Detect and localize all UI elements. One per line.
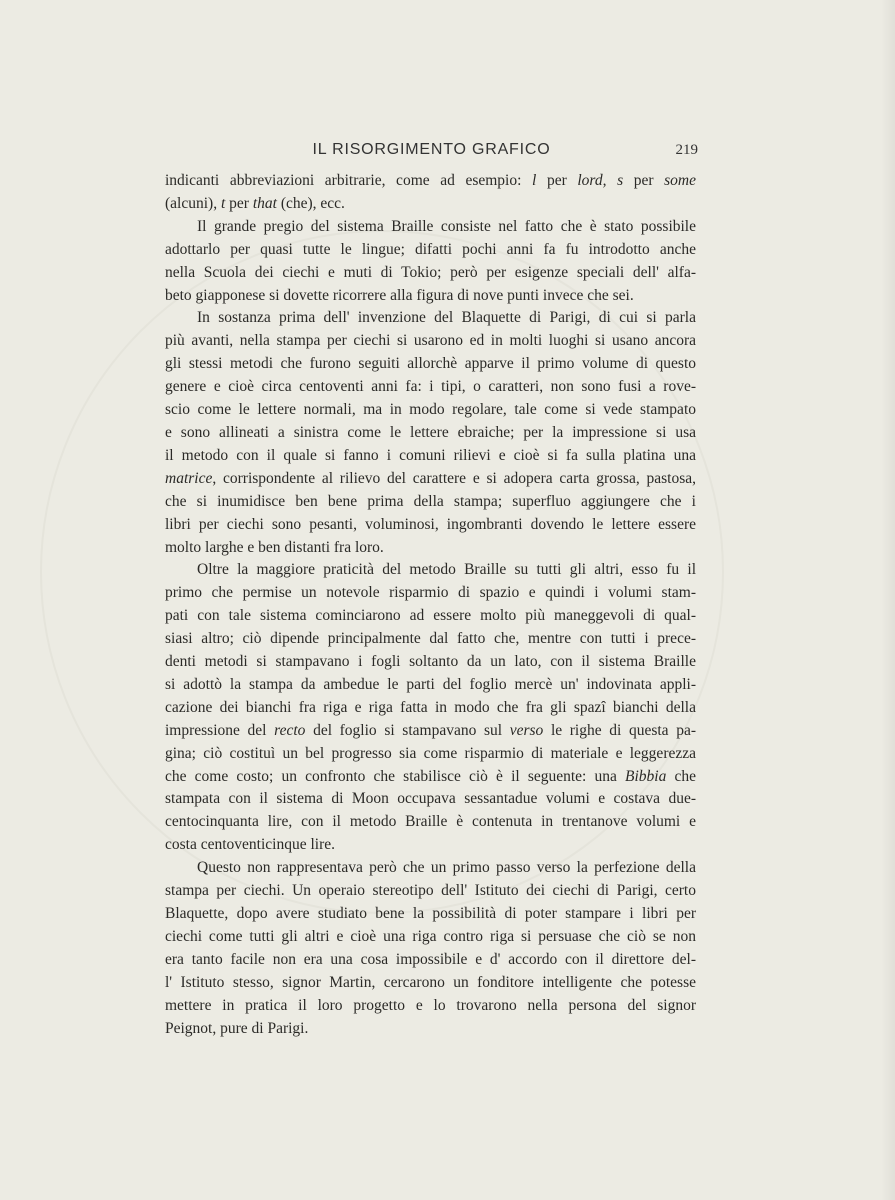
text-run: libri per ciechi sono pesanti, voluminosi, ingombranti dovendo le lettere essere [165, 515, 696, 533]
text-run: primo che permise un notevole risparmio di spazio e quindi i volumi stam- [165, 584, 696, 602]
body-text [165, 170, 696, 1040]
text-line [165, 605, 696, 628]
text-run: gli stessi metodi che furono seguiti allorchè apparve il primo volume di questo [165, 355, 696, 373]
text-line [165, 399, 696, 422]
text-run: che si inumidisce ben bene prima della stampa; superfluo aggiungere che i [165, 492, 696, 510]
page-edge-shadow [881, 0, 895, 1200]
text-line [165, 720, 696, 743]
text-run: del foglio si stampavano sul [305, 721, 510, 739]
text-run: Blaquette, dopo avere studiato bene la possibilità di poter stampare i libri per [165, 905, 696, 922]
text-line [165, 376, 696, 399]
text-run: beto giapponese si dovette ricorrere alla figura di nove punti invece che sei. [165, 286, 634, 304]
italic-text: recto [274, 721, 306, 739]
text-line [165, 995, 696, 1018]
text-run: era tanto facile non era una cosa impossibile e d' accordo con il direttore del- [165, 950, 696, 968]
text-run: indicanti abbreviazioni arbitrarie, come ad esempio: [165, 172, 533, 189]
text-run: l' Istituto stesso, signor Martin, cercarono un fonditore intelligente che potesse [165, 973, 696, 991]
text-run: pati con tale sistema cominciarono ad essere molto più maneggevoli di qual- [165, 607, 696, 625]
text-line [165, 468, 696, 491]
text-run: ciechi come tutti gli altri e cioè una riga contro riga si persuase che ciò se non [165, 927, 696, 945]
text-run: mettere in pratica il loro progetto e lo trovarono nella persona del signor [165, 996, 696, 1014]
text-line [165, 903, 696, 926]
text-line [165, 834, 696, 857]
page-number: 219 [675, 142, 698, 158]
text-run: Questo non rappresentava però che un primo passo verso la perfezione della [197, 859, 696, 877]
text-line [165, 651, 696, 674]
italic-text: s [617, 172, 624, 189]
text-line [165, 559, 696, 582]
text-run: più avanti, nella stampa per ciechi si usarono ed in molti luoghi si usano ancora [165, 332, 696, 350]
text-line [165, 880, 696, 903]
text-line [165, 353, 696, 376]
text-run: cazione dei bianchi fra riga e riga fatta in modo che fra gli spazî bianchi della [165, 698, 696, 716]
text-line [165, 537, 696, 560]
text-line [165, 628, 696, 651]
text-run: molto larghe e ben distanti fra loro. [165, 538, 384, 556]
text-line [165, 697, 696, 720]
text-line [165, 262, 696, 285]
text-line [165, 216, 696, 239]
text-run: che [666, 767, 697, 785]
text-run: che come costo; un confronto che stabilisce ciò è il seguente: una [165, 767, 626, 785]
text-run: Oltre la maggiore praticità del metodo Braille su tutti gli altri, esso fu il [197, 561, 696, 579]
paragraph [165, 170, 696, 216]
paragraph [165, 857, 696, 1040]
text-run: In sostanza prima dell' invenzione del Blaquette di Parigi, di cui si parla [197, 309, 696, 327]
text-line [165, 285, 696, 308]
text-line [165, 422, 696, 445]
text-line [165, 674, 696, 697]
text-line [165, 445, 696, 468]
text-line [165, 193, 696, 216]
text-run [606, 172, 617, 189]
text-line [165, 788, 696, 811]
text-run: gina; ciò costituì un bel progresso sia come risparmio di materiale e leggerezza [165, 744, 696, 762]
text-line [165, 766, 696, 789]
text-run: (alcuni), [165, 194, 221, 212]
text-run: stampa per ciechi. Un operaio stereotipo dell' Istituto dei ciechi di Parigi, certo [165, 882, 696, 900]
text-run: impressione del [165, 721, 275, 739]
text-run: , corrispondente al rilievo del carattere e si adopera carta grossa, pastosa, [212, 469, 696, 487]
italic-text: that [252, 194, 277, 212]
text-line [165, 514, 696, 537]
italic-text: l [532, 172, 537, 189]
paragraph [165, 216, 696, 308]
text-run: per [225, 194, 253, 212]
text-line [165, 743, 696, 766]
text-run: genere e cioè circa centoventi anni fa: i tipi, o caratteri, non sono fusi a rove- [165, 378, 696, 396]
text-line [165, 949, 696, 972]
text-run: per [536, 172, 578, 189]
text-run: si adottò la stampa da ambedue le parti del foglio mercè un' indovinata appli- [165, 675, 696, 693]
text-run: le righe di questa pa- [543, 721, 697, 739]
text-run: nella Scuola dei ciechi e muti di Tokio; però per esigenze speciali dell' alfa- [165, 263, 696, 281]
text-line [165, 307, 696, 330]
italic-text: matrice [165, 469, 213, 487]
text-run: e sono allineati a sinistra come le lettere ebraiche; per la impressione si usa [165, 423, 696, 441]
text-run: adottarlo per quasi tutte le lingue; difatti pochi anni fa fu introdotto anche [165, 240, 696, 258]
text-run: scio come le lettere normali, ma in modo regolare, tale come si vede stampato [165, 401, 696, 419]
text-line [165, 582, 696, 605]
text-run: (che), ecc. [276, 194, 345, 212]
text-line [165, 239, 696, 262]
text-run: Peignot, pure di Parigi. [165, 1019, 309, 1037]
text-line [165, 857, 696, 880]
text-line [165, 972, 696, 995]
text-run: denti metodi si stampavano i fogli soltanto da un lato, con il sistema Braille [165, 653, 696, 671]
paragraph [165, 559, 696, 857]
italic-text: t [220, 194, 226, 212]
text-run: Il grande pregio del sistema Braille consiste nel fatto che è stato possibile [197, 217, 696, 235]
text-line [165, 1018, 696, 1041]
text-line [165, 330, 696, 353]
text-run: siasi altro; ciò dipende principalmente dal fatto che, mentre con tutti i prece- [165, 630, 696, 648]
italic-text: lord, [577, 172, 607, 189]
italic-text: some [664, 172, 696, 189]
text-line [165, 926, 696, 949]
running-title: IL RISORGIMENTO GRAFICO [312, 141, 551, 158]
text-run: il metodo con il quale si fanno i comuni rilievi e cioè si fa sulla platina una [165, 446, 696, 464]
text-run: per [623, 172, 665, 189]
text-run: costa centoventicinque lire. [165, 836, 336, 854]
text-line [165, 491, 696, 514]
text-run: stampata con il sistema di Moon occupava sessantadue volumi e costava due- [165, 790, 696, 808]
text-line [165, 811, 696, 834]
page-header [165, 138, 698, 164]
italic-text: verso [509, 721, 544, 739]
text-line [165, 170, 696, 193]
paragraph [165, 307, 696, 559]
text-run: centocinquanta lire, con il metodo Braille è contenuta in trentanove volumi e [165, 813, 696, 831]
italic-text: Bibbia [625, 767, 667, 785]
